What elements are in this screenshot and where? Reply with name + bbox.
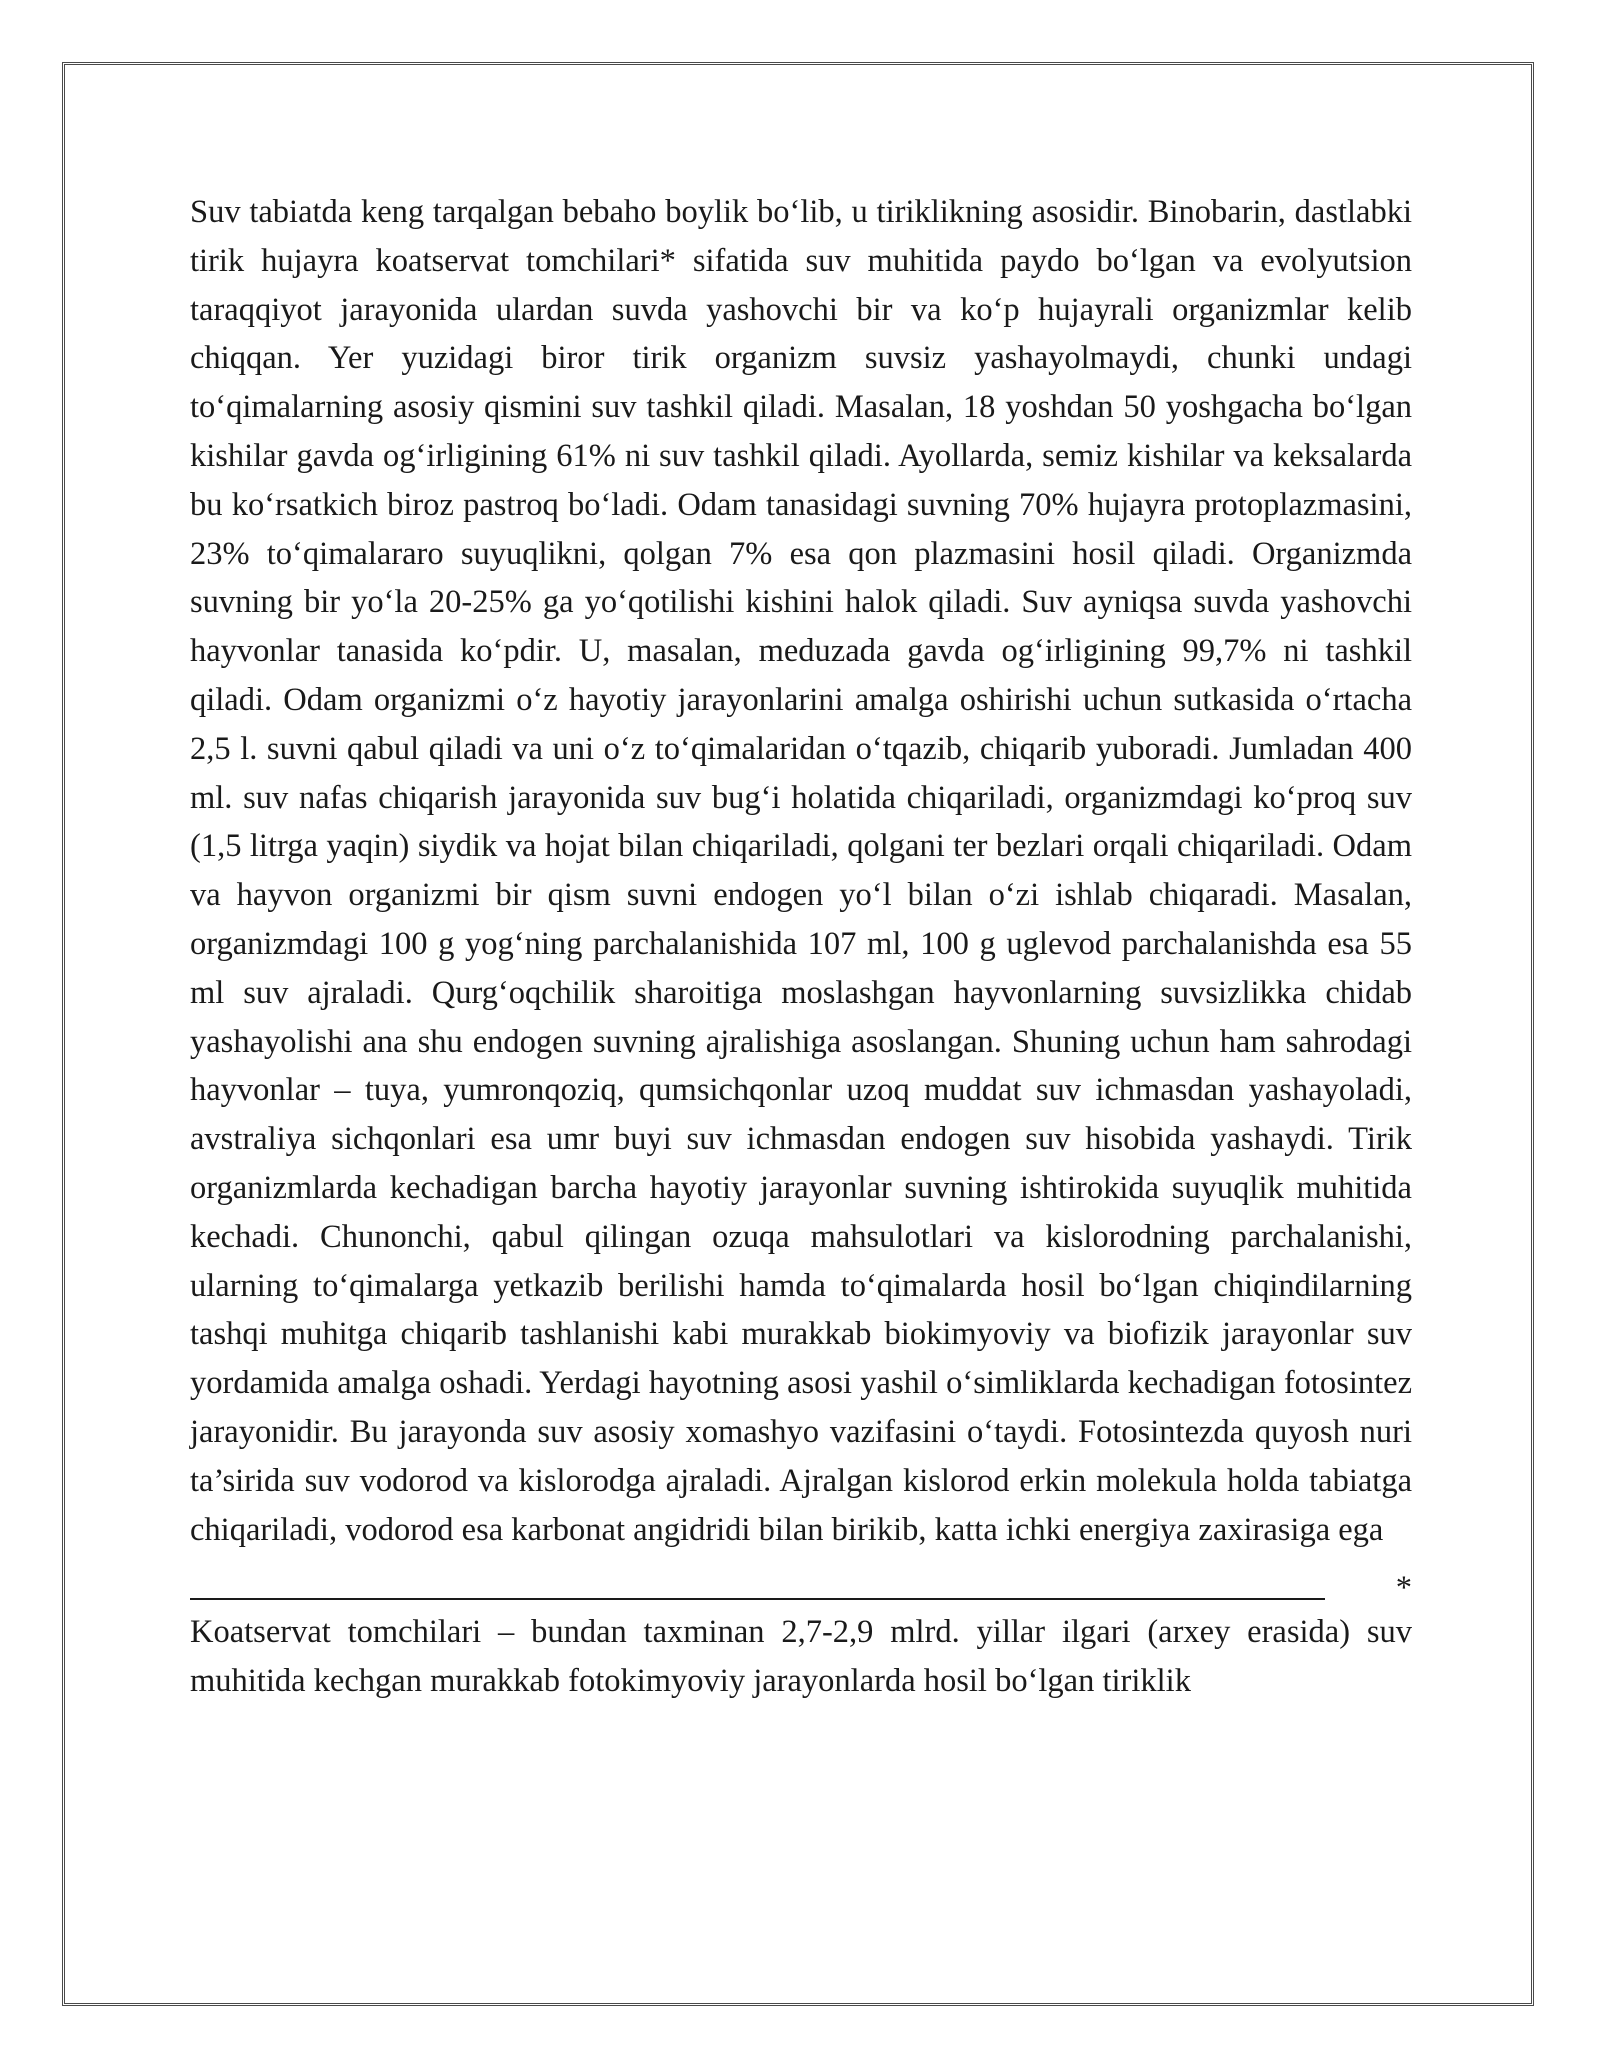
footnote-rule	[190, 1598, 1325, 1600]
body-paragraph: Suv tabiatda keng tarqalgan bebaho boylik bo‘lib, u tiriklikning asosidir. Binobarin, dastlabki tirik hujayra koatservat tomchilari* sifatida suv muhitida paydo bo‘lgan va evolyutsion taraqqiyot jarayonida ulardan suvda yashovchi bir va ko‘p hujayrali organizmlar kelib chiqqan. Yer yuzidagi biror tirik organizm suvsiz yashayolmaydi, chunki undagi to‘qimalarning asosiy qismini suv tashkil qiladi. Masalan, 18 yoshdan 50 yoshgacha bo‘lgan kishilar gavda og‘irligining 61% ni suv tashkil qiladi. Ayollarda, semiz kishilar va keksalarda bu ko‘rsatkich biroz pastroq bo‘ladi. Odam tanasidagi suvning 70% hujayra protoplazmasini, 23% to‘qimalararo suyuqlikni, qolgan 7% esa qon plazmasini hosil qiladi. Organizmda suvning bir yo‘la 20-25% ga yo‘qotilishi kishini halok qiladi. Suv ayniqsa suvda yashovchi hayvonlar tanasida ko‘pdir. U, masalan, meduzada gavda og‘irligining 99,7% ni tashkil qiladi. Odam organizmi o‘z hayotiy jarayonlarini amalga oshirishi uchun sutkasida o‘rtacha 2,5 l. suvni qabul qiladi va uni o‘z to‘qimalaridan o‘tqazib, chiqarib yuboradi. Jumladan 400 ml. suv nafas chiqarish jarayonida suv bug‘i holatida chiqariladi, organizmdagi ko‘proq suv (1,5 litrga yaqin) siydik va hojat bilan chiqariladi, qolgani ter bezlari orqali chiqariladi. Odam va hayvon organizmi bir qism suvni endogen yo‘l bilan o‘zi ishlab chiqaradi. Masalan, organizmdagi 100 g yog‘ning parchalanishida 107 ml, 100 g uglevod parchalanishda esa 55 ml suv ajraladi. Qurg‘oqchilik sharoitiga moslashgan hayvonlarning suvsizlikka chidab yashayolishi ana shu endogen suvning ajralishiga asoslangan. Shuning uchun ham sahrodagi hayvonlar – tuya, yumronqoziq, qumsichqonlar uzoq muddat suv ichmasdan yashayoladi, avstraliya sichqonlari esa umr buyi suv ichmasdan endogen suv hisobida yashaydi. Tirik organizmlarda kechadigan barcha hayotiy jarayonlar suvning ishtirokida suyuqlik muhitida kechadi. Chunonchi, qabul qilingan ozuqa mahsulotlari va kislorodning parchalanishi, ularning to‘qimalarga yetkazib berilishi hamda to‘qimalarda hosil bo‘lgan chiqindilarning tashqi muhitga chiqarib tashlanishi kabi murakkab biokimyoviy va biofizik jarayonlar suv yordamida amalga oshadi. Yerdagi hayotning asosi yashil o‘simliklarda kechadigan fotosintez jarayonidir. Bu jarayonda suv asosiy xomashyo vazifasini o‘taydi. Fotosintezda quyosh nuri ta’sirida suv vodorod va kislorodga ajraladi. Ajralgan kislorod erkin molekula holda tabiatga chiqariladi, vodorod esa karbonat angidridi bilan birikib, katta ichki energiya zaxirasiga ega	[190, 194, 1412, 1548]
footnote-text: Koatservat tomchilari – bundan taxminan 2,7-2,9 mlrd. yillar ilgari (arxey erasida) suv muhitida kechgan murakkab fotokimyoviy jarayonlarda hosil bo‘lgan tiriklik	[190, 1614, 1412, 1700]
footnote-marker: *	[1395, 1570, 1412, 1607]
footnote-separator	[190, 1568, 1412, 1608]
page-content	[190, 188, 1412, 1706]
